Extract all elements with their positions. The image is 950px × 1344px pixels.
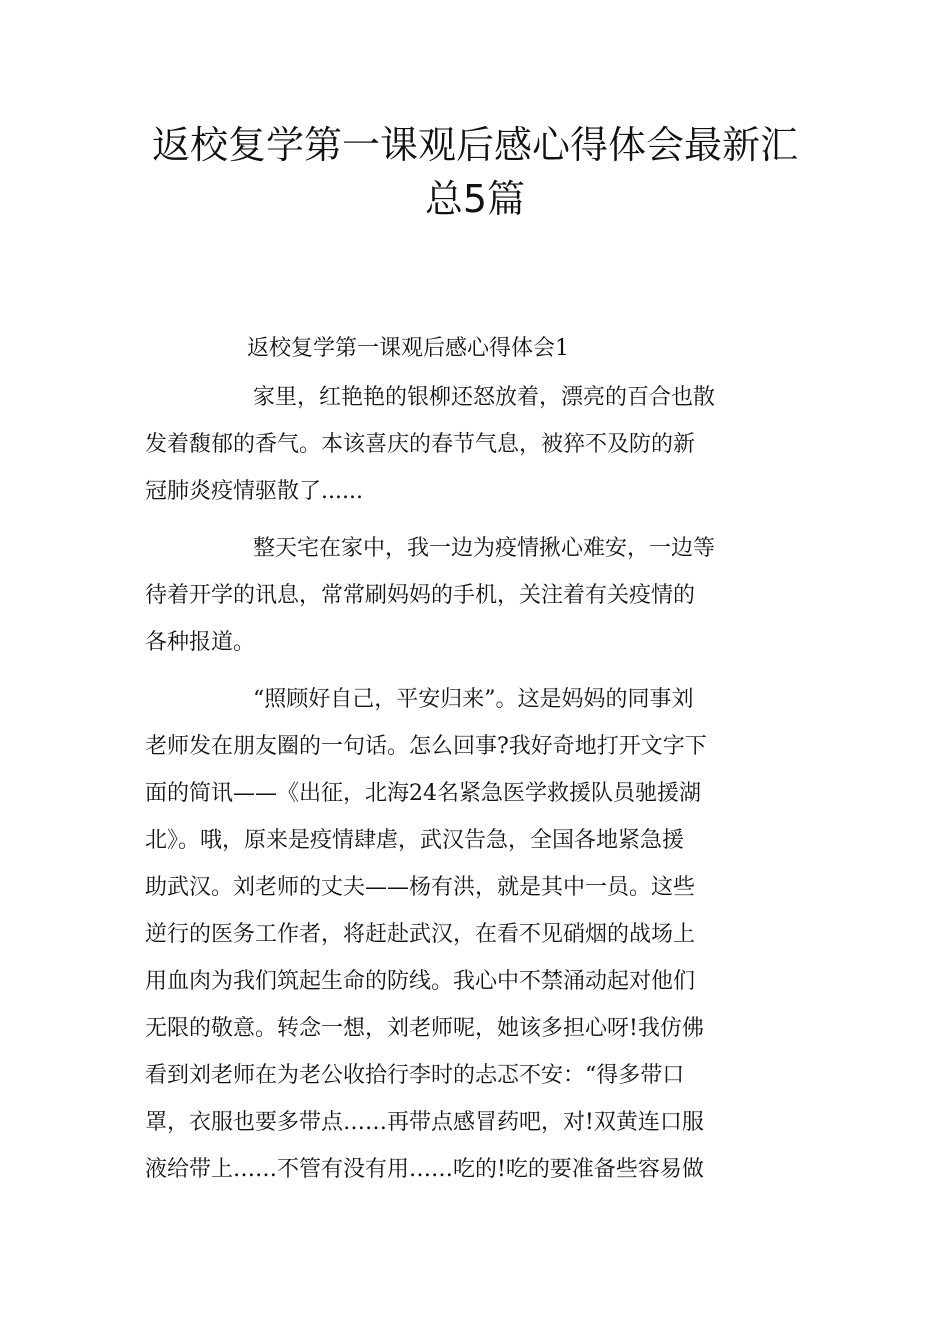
paragraph-line: 罩，衣服也要多带点……再带点感冒药吧，对!双黄连口服 — [145, 1110, 704, 1135]
title-line: 返校复学第一课观后感心得体会最新汇 — [151, 123, 798, 167]
paragraph-line: 整天宅在家中，我一边为疫情揪心难安，一边等 — [253, 536, 716, 561]
paragraph — [145, 525, 805, 666]
paragraph-line: 无限的敬意。转念一想，刘老师呢，她该多担心呀!我仿佛 — [145, 1016, 704, 1041]
paragraph-line: 面的简讯——《出征，北海24名紧急医学救援队员驰援湖 — [145, 781, 701, 806]
paragraph — [145, 374, 805, 515]
paragraph-line: 看到刘老师在为老公收拾行李时的忐忑不安：“得多带口 — [145, 1063, 685, 1088]
paragraph-line: 冠肺炎疫情驱散了...... — [145, 479, 363, 504]
paragraph-line: 各种报道。 — [145, 630, 256, 655]
title-line: 总5篇 — [424, 177, 526, 221]
paragraph-line: 家里，红艳艳的银柳还怒放着，漂亮的百合也散 — [253, 385, 716, 410]
paragraph-line: 助武汉。刘老师的丈夫——杨有洪，就是其中一员。这些 — [145, 875, 696, 900]
paragraph-line: 逆行的医务工作者，将赶赴武汉，在看不见硝烟的战场上 — [145, 922, 696, 947]
paragraph-line: 发着馥郁的香气。本该喜庆的春节气息，被猝不及防的新 — [145, 432, 696, 457]
document-title — [120, 118, 830, 226]
paragraph-line: 北》。哦，原来是疫情肆虐，武汉告急，全国各地紧急援 — [145, 828, 685, 853]
paragraph-line: “照顾好自己，平安归来”。这是妈妈的同事刘 — [253, 687, 694, 712]
paragraph-line: 用血肉为我们筑起生命的防线。我心中不禁涌动起对他们 — [145, 969, 696, 994]
section-heading: 返校复学第一课观后感心得体会1 — [247, 336, 569, 361]
paragraph — [145, 676, 805, 1193]
paragraph-line: 待着开学的讯息，常常刷妈妈的手机，关注着有关疫情的 — [145, 583, 696, 608]
paragraph-line: 老师发在朋友圈的一句话。怎么回事?我好奇地打开文字下 — [145, 734, 707, 759]
paragraph-line: 液给带上……不管有没有用……吃的!吃的要准备些容易做 — [145, 1157, 704, 1182]
